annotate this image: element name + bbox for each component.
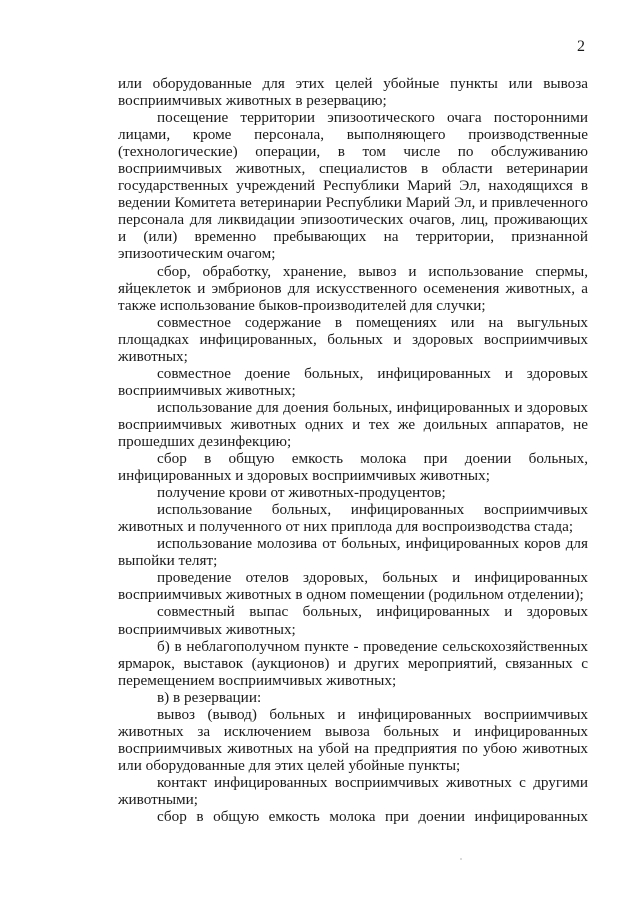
paragraph-semen-collection: сбор, обработку, хранение, вывоз и использование спермы, яйцеклеток и эмбрионов для искусственного осеменения животных, а также использование быков-производителей для случки;: [118, 262, 588, 314]
paragraph-calving: проведение отелов здоровых, больных и инфицированных восприимчивых животных в одном помещении (родильном отделении);: [118, 569, 588, 604]
page-number: 2: [577, 38, 585, 55]
paragraph-visitors-ban: посещение территории эпизоотического очага посторонними лицами, кроме персонала, выполняющего производственные (технологические) операции, в том числе по обслуживанию восприимчивых животных, специалистов в области ветеринарии государственных учреждений Республики Марий Эл, находящихся в ведении Комитета ветеринарии Республики Марий Эл, и привлеченного персонала для ликвидации эпизоотических очагов, лиц, проживающих и (или) временно пребывающих на территории, признанной эпизоотическим очагом;: [118, 109, 588, 263]
paragraph-milk-collection-reservation: сбор в общую емкость молока при доении инфицированных: [157, 808, 588, 826]
paragraph-removal-ban: вывоз (вывод) больных и инфицированных восприимчивых животных за исключением вывоза больных и инфицированных восприимчивых животных на убой на предприятия по убою животных или оборудованные для этих целей убойные пункты;: [118, 705, 588, 774]
paragraph-reproduction: использование больных, инфицированных восприимчивых животных и полученного от них приплода для воспроизводства стада;: [118, 501, 588, 536]
paragraph-milking-machines: использование для доения больных, инфицированных и здоровых восприимчивых животных одних и тех же доильных аппаратов, не прошедших дезинфекцию;: [118, 398, 588, 450]
paragraph-joint-milking: совместное доение больных, инфицированных и здоровых восприимчивых животных;: [118, 364, 588, 399]
paragraph-contact-ban: контакт инфицированных восприимчивых животных с другими животными;: [118, 773, 588, 808]
paragraph-milk-collection: сбор в общую емкость молока при доении больных, инфицированных и здоровых восприимчивых животных;: [118, 450, 588, 485]
paragraph-joint-housing: совместное содержание в помещениях или на выгульных площадках инфицированных, больных и здоровых восприимчивых животных;: [118, 313, 588, 365]
scan-speck: [460, 858, 462, 860]
paragraph-grazing: совместный выпас больных, инфицированных и здоровых восприимчивых животных;: [118, 603, 588, 638]
paragraph-colostrum: использование молозива от больных, инфицированных коров для выпойки телят;: [118, 535, 588, 570]
paragraph-blood-collection: получение крови от животных-продуцентов;: [157, 484, 446, 502]
paragraph-reservation-heading: в) в резервации:: [157, 688, 262, 706]
paragraph-continuation: или оборудованные для этих целей убойные пункты или вывоза восприимчивых животных в резервацию;: [118, 75, 588, 110]
document-body: [118, 75, 588, 825]
paragraph-fairs-ban: б) в неблагополучном пункте - проведение сельскохозяйственных ярмарок, выставок (аукционов) и других мероприятий, связанных с перемещением восприимчивых животных;: [118, 637, 588, 689]
